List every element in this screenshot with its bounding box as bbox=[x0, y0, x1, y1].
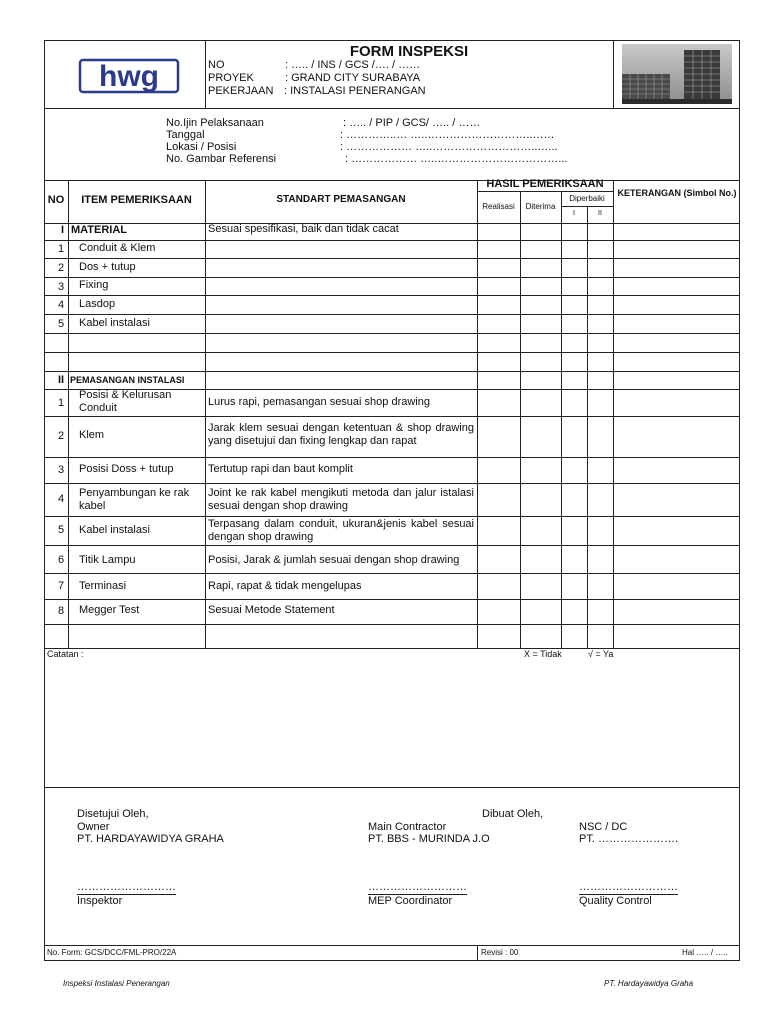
row-no: 6 bbox=[58, 554, 65, 566]
table-top-line bbox=[44, 180, 740, 181]
row-standart: Terpasang dalam conduit, ukuran&jenis kabel sesuai dengan shop drawing bbox=[208, 518, 474, 543]
row-standart: Jarak klem sesuai dengan ketentuan & shop drawing yang disetujui dan fixing lengkap dan rapat bbox=[208, 422, 474, 447]
row-item: Conduit & Klem bbox=[79, 242, 156, 254]
col-header-realisasi: Realisasi bbox=[482, 202, 515, 211]
row-item: Megger Test bbox=[79, 604, 140, 616]
row-item: Penyambungan ke rak kabel bbox=[79, 487, 190, 512]
col-header-hasil: HASIL PEMERIKSAAN bbox=[486, 178, 604, 190]
col-header-no: NO bbox=[47, 194, 65, 206]
col-line bbox=[520, 191, 521, 648]
ijin-value: : ….. / PIP / GCS/ ….. / …… bbox=[343, 117, 481, 129]
row-line bbox=[44, 314, 740, 315]
row-no: 1 bbox=[58, 243, 65, 255]
row-line bbox=[44, 352, 740, 353]
gambar-value: : ……………… …..……………………………... bbox=[345, 153, 568, 165]
row-line bbox=[44, 240, 740, 241]
row-item: Fixing bbox=[79, 279, 109, 291]
company-logo bbox=[78, 58, 180, 94]
header-divider bbox=[44, 108, 740, 109]
row-line bbox=[44, 457, 740, 458]
row-item: Terminasi bbox=[79, 580, 127, 592]
row-standart: Sesuai Metode Statement bbox=[208, 604, 335, 616]
row-line bbox=[44, 516, 740, 517]
legend-tidak: X = Tidak bbox=[524, 649, 562, 659]
section-2-title: PEMASANGAN INSTALASI bbox=[70, 375, 185, 385]
row-no: 5 bbox=[58, 318, 65, 330]
row-no: 2 bbox=[58, 262, 65, 274]
notes-bottom-line bbox=[44, 787, 740, 788]
disetujui-label: Disetujui Oleh, bbox=[77, 808, 149, 820]
row-standart: Lurus rapi, pemasangan sesuai shop drawing bbox=[208, 396, 430, 408]
lokasi-value: : ……………… …..………………………..…... bbox=[340, 141, 558, 153]
col-header-item: ITEM PEMERIKSAAN bbox=[81, 194, 192, 206]
owner-company: PT. HARDAYAWIDYA GRAHA bbox=[77, 833, 224, 845]
col-header-diperbaiki: Diperbaiki bbox=[569, 194, 605, 203]
row-line bbox=[44, 295, 740, 296]
catatan-label: Catatan : bbox=[47, 649, 84, 659]
proyek-label: PROYEK bbox=[208, 72, 254, 84]
footer-divider bbox=[477, 945, 478, 961]
row-item: Dos + tutup bbox=[79, 261, 136, 273]
nsc-label: NSC / DC bbox=[579, 821, 628, 833]
row-standart: Posisi, Jarak & jumlah sesuai dengan shop drawing bbox=[208, 554, 460, 566]
row-item: Klem bbox=[79, 429, 105, 441]
row-line bbox=[44, 333, 740, 334]
row-standart: Rapi, rapat & tidak mengelupas bbox=[208, 580, 362, 592]
hasil-divider bbox=[477, 191, 613, 192]
hwg-logo-icon bbox=[78, 58, 180, 94]
owner-signature-line: ……………………… bbox=[77, 881, 176, 893]
row-item: Posisi & Kelurusan Conduit bbox=[79, 389, 172, 414]
row-no: 3 bbox=[58, 281, 65, 293]
col-line bbox=[205, 180, 206, 648]
tanggal-label: Tanggal bbox=[166, 129, 205, 141]
col-header-diperbaiki-2: II bbox=[598, 210, 602, 217]
col-line bbox=[613, 180, 614, 648]
row-no: 8 bbox=[58, 605, 65, 617]
no-value: : ….. / INS / GCS /…. / …… bbox=[285, 59, 421, 71]
row-no: 4 bbox=[58, 493, 65, 505]
photo-divider bbox=[613, 40, 614, 108]
no-label: NO bbox=[208, 59, 225, 71]
col-header-diterima: Diterima bbox=[525, 202, 556, 211]
dibuat-label: Dibuat Oleh, bbox=[482, 808, 544, 820]
inspektor-label: Inspektor bbox=[77, 895, 123, 907]
col-line bbox=[68, 180, 69, 648]
mep-signature-line: ……………………… bbox=[368, 881, 467, 893]
tanggal-value: : …………..… …..………………………..…… bbox=[340, 129, 555, 141]
row-item: Kabel instalasi bbox=[79, 524, 150, 536]
section-1-title: MATERIAL bbox=[71, 224, 128, 236]
col-line bbox=[587, 206, 588, 648]
row-item: Kabel instalasi bbox=[79, 317, 150, 329]
footer-company-name: PT. Hardayawidya Graha bbox=[604, 979, 694, 988]
building-photo bbox=[622, 44, 732, 104]
col-header-keterangan: KETERANGAN (Simbol No.) bbox=[617, 188, 737, 198]
row-item: Titik Lampu bbox=[79, 554, 136, 566]
row-no: 2 bbox=[58, 430, 65, 442]
row-item: Posisi Doss + tutup bbox=[79, 463, 174, 475]
row-line bbox=[44, 277, 740, 278]
row-line bbox=[44, 573, 740, 574]
building-photo-icon bbox=[622, 44, 732, 104]
main-contractor-company: PT. BBS - MURINDA J.O bbox=[368, 833, 490, 845]
col-line bbox=[561, 191, 562, 648]
legend-ya: √ = Ya bbox=[588, 649, 614, 659]
row-standart: Joint ke rak kabel mengikuti metoda dan jalur istalasi sesuai dengan shop drawing bbox=[208, 487, 474, 512]
pekerjaan-value: : INSTALASI PENERANGAN bbox=[284, 85, 426, 97]
mep-label: MEP Coordinator bbox=[368, 895, 453, 907]
row-item: Lasdop bbox=[79, 298, 116, 310]
row-no: 3 bbox=[58, 464, 65, 476]
main-contractor-label: Main Contractor bbox=[368, 821, 447, 833]
page-number: Hal ….. / ….. bbox=[682, 948, 728, 957]
col-header-diperbaiki-1: I bbox=[573, 210, 575, 217]
logo-text: hwg bbox=[99, 60, 159, 93]
gambar-label: No. Gambar Referensi bbox=[166, 153, 277, 165]
section-2-no: II bbox=[58, 374, 65, 386]
form-title: FORM INSPEKSI bbox=[349, 43, 469, 60]
row-line bbox=[44, 624, 740, 625]
proyek-value: : GRAND CITY SURABAYA bbox=[285, 72, 421, 84]
footer-top-line bbox=[44, 945, 740, 946]
nsc-company: PT. …………………. bbox=[579, 833, 679, 845]
revision: Revisi : 00 bbox=[481, 948, 519, 957]
form-number: No. Form: GCS/DCC/FML-PRO/22A bbox=[47, 948, 177, 957]
row-line bbox=[44, 371, 740, 372]
row-no: 1 bbox=[58, 397, 65, 409]
lokasi-label: Lokasi / Posisi bbox=[166, 141, 237, 153]
row-line bbox=[44, 545, 740, 546]
col-line bbox=[477, 180, 478, 648]
section-1-no: I bbox=[61, 224, 65, 236]
row-line bbox=[44, 599, 740, 600]
row-line bbox=[44, 483, 740, 484]
owner-label: Owner bbox=[77, 821, 110, 833]
row-standart: Tertutup rapi dan baut komplit bbox=[208, 463, 353, 475]
row-line bbox=[44, 416, 740, 417]
table-bottom-line bbox=[44, 648, 740, 649]
row-line bbox=[44, 258, 740, 259]
qc-signature-line: ……………………… bbox=[579, 881, 678, 893]
pekerjaan-label: PEKERJAAN bbox=[208, 85, 274, 97]
qc-label: Quality Control bbox=[579, 895, 652, 907]
footer-document-name: Inspeksi Instalasi Penerangan bbox=[63, 979, 170, 988]
row-no: 5 bbox=[58, 524, 65, 536]
section-1-standart: Sesuai spesifikasi, baik dan tidak cacat bbox=[208, 223, 399, 235]
col-header-standart: STANDART PEMASANGAN bbox=[276, 194, 406, 205]
ijin-label: No.Ijin Pelaksanaan bbox=[166, 117, 264, 129]
row-no: 4 bbox=[58, 299, 65, 311]
row-no: 7 bbox=[58, 580, 65, 592]
